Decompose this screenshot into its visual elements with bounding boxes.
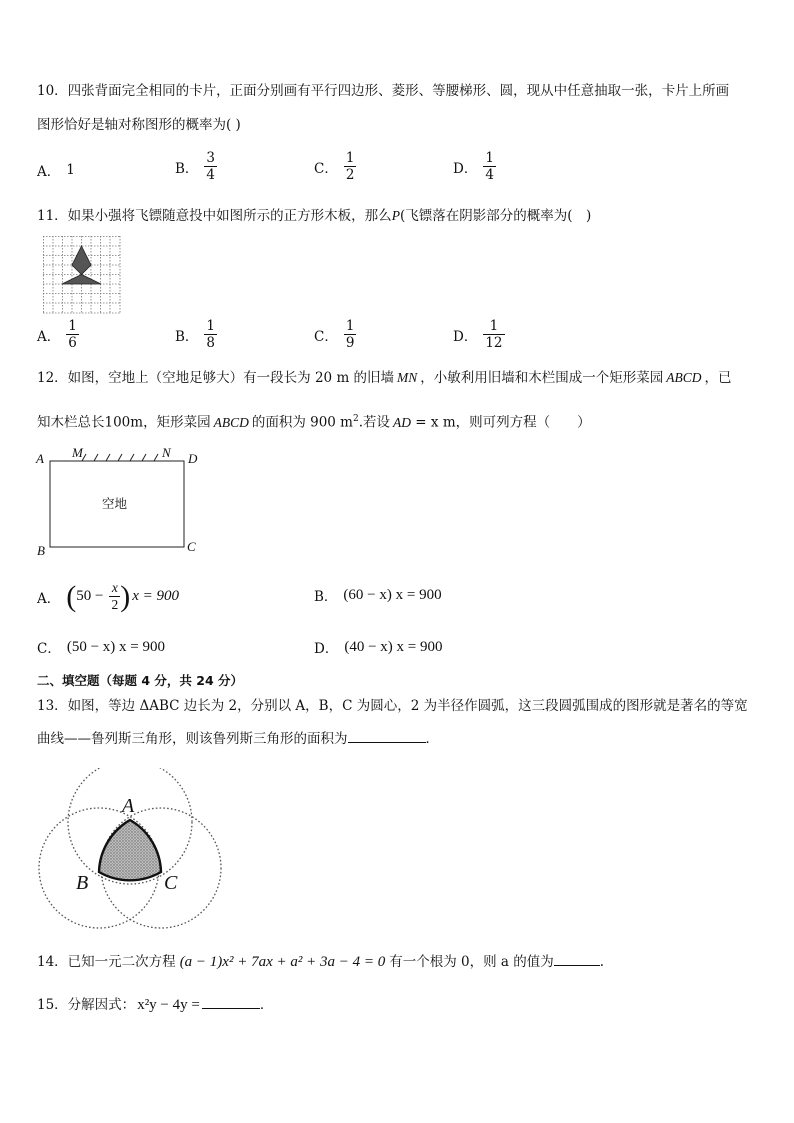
fraction xyxy=(483,150,496,183)
fraction xyxy=(204,318,217,351)
q12-text-b: ，小敏利用旧墙和木栏围成一个矩形菜园 xyxy=(420,370,664,386)
q12-text-c: ，已 xyxy=(704,370,732,386)
label-c: C xyxy=(187,539,196,554)
answer-blank[interactable] xyxy=(202,996,260,1009)
option-letter: A． xyxy=(37,590,61,607)
label-b: B xyxy=(76,872,89,894)
label-a: A xyxy=(36,451,44,466)
denominator: 8 xyxy=(206,335,216,351)
q12-superscript: 2 xyxy=(352,414,359,424)
q12-option-c[interactable] xyxy=(37,637,165,657)
numerator: 1 xyxy=(206,318,216,334)
numerator: 1 xyxy=(485,150,494,166)
expr-pre: 50 − xyxy=(76,588,104,604)
option-letter: A． xyxy=(37,164,61,180)
q12-line1 xyxy=(37,369,732,387)
fraction xyxy=(344,150,357,183)
numerator: 1 xyxy=(345,318,355,334)
option-letter: B． xyxy=(175,328,199,345)
label-d: D xyxy=(188,451,198,466)
q12-text: 12．如图，空地上（空地足够大）有一段长为 20 m 的旧墙 xyxy=(37,370,395,386)
q12-option-a[interactable]: A． ( 50 − $\frac{x}{2}$ ) x = 900 xyxy=(37,579,179,613)
q10-line2: 图形恰好是轴对称图形的概率为( ) xyxy=(37,117,241,133)
shaded-rhombus xyxy=(72,246,91,275)
fraction xyxy=(204,150,217,183)
expr: (40 − x) x = 900 xyxy=(344,638,443,655)
q15-end: ． xyxy=(259,997,274,1013)
expr-post: x = 900 xyxy=(132,588,179,604)
label-open-space: 空地 xyxy=(102,496,128,511)
q12-abcd: ABCD xyxy=(666,370,702,385)
denominator: 2 xyxy=(345,167,355,183)
q12-abcd-2: ABCD xyxy=(213,414,249,430)
label-n: N xyxy=(162,445,171,460)
answer-blank[interactable] xyxy=(554,953,600,966)
q14-text: 14．已知一元二次方程 xyxy=(37,954,176,970)
q13-line1: 13．如图，等边 ΔABC 边长为 2，分别以 A，B，C 为圆心，2 为半径作圆弧，这三段圆弧围成的图形就是著名的等宽 xyxy=(37,698,748,714)
option-letter: C． xyxy=(37,641,61,657)
fraction xyxy=(66,318,79,351)
q11-text-end: (飞镖落在阴影部分的概率为( ) xyxy=(399,208,592,224)
numerator: 1 xyxy=(68,318,77,334)
numerator: x xyxy=(111,580,118,595)
fraction xyxy=(344,318,357,351)
q11-p: P xyxy=(391,208,400,223)
q10-option-b[interactable] xyxy=(175,150,217,183)
q15-line xyxy=(37,996,273,1014)
q13-end: ． xyxy=(425,731,439,747)
q11-option-a[interactable] xyxy=(37,318,79,351)
label-a: A xyxy=(122,795,135,817)
q11-option-b[interactable] xyxy=(175,318,217,351)
numerator: 3 xyxy=(206,150,216,166)
denominator: 9 xyxy=(345,335,355,351)
label-m: M xyxy=(72,445,83,460)
expr: (50 − x) x = 900 xyxy=(66,638,166,655)
reuleaux-triangle-figure xyxy=(38,768,224,933)
dartboard-grid-figure xyxy=(43,236,121,314)
denominator: 2 xyxy=(111,597,119,612)
q14-text-b: 有一个根为 0，则 a 的值为 xyxy=(389,954,554,970)
option-letter: A． xyxy=(37,328,61,345)
q14-end: . xyxy=(599,954,605,970)
q12-mn: MN xyxy=(397,370,418,385)
option-value: 1 xyxy=(66,162,75,178)
fraction xyxy=(109,580,120,613)
numerator: 1 xyxy=(345,150,355,166)
denominator: 4 xyxy=(485,167,494,183)
q10-option-c[interactable] xyxy=(314,150,356,183)
q13-text: 曲线——鲁列斯三角形，则该鲁列斯三角形的面积为 xyxy=(37,731,348,747)
q10-option-d[interactable] xyxy=(453,150,496,183)
shaded-triangle xyxy=(62,275,101,285)
q12-text-e: 的面积为 900 m xyxy=(251,414,353,431)
q11-option-c[interactable] xyxy=(314,318,356,351)
reuleaux-shaded-region xyxy=(99,820,161,880)
rectangle-garden-figure xyxy=(36,444,216,559)
numerator: 1 xyxy=(489,318,499,334)
q15-text: 15．分解因式： xyxy=(37,997,136,1013)
q11-line1 xyxy=(37,207,591,225)
section-title: 二、填空题（每题 4 分，共 24 分） xyxy=(37,673,244,688)
q12-text-g: = x m，则可列方程（ ） xyxy=(411,414,591,431)
q13-line2 xyxy=(37,730,439,748)
q14-equation: (a − 1)x² + 7ax + a² + 3a − 4 = 0 xyxy=(179,954,386,970)
q11-option-d[interactable] xyxy=(453,318,505,351)
denominator: 12 xyxy=(485,335,503,351)
option-letter: C． xyxy=(314,328,338,345)
q12-text-d: 知木栏总长100m，矩形菜园 xyxy=(37,414,211,431)
option-letter: C． xyxy=(314,160,338,177)
fraction xyxy=(483,318,504,351)
denominator: 4 xyxy=(206,167,216,183)
option-letter: D． xyxy=(314,641,339,657)
q11-text: 11．如果小强将飞镖随意投中如图所示的正方形木板，那么 xyxy=(37,208,392,224)
option-letter: D． xyxy=(453,160,478,177)
q12-text-f: .若设 xyxy=(358,414,391,431)
option-letter: B． xyxy=(314,589,338,605)
option-letter: B． xyxy=(175,160,199,177)
q14-line xyxy=(37,953,604,971)
q12-line2 xyxy=(37,410,591,432)
label-b: B xyxy=(37,543,45,558)
q12-option-b[interactable] xyxy=(314,585,442,605)
q10-line1: 10．四张背面完全相同的卡片，正面分别画有平行四边形、菱形、等腰梯形、圆，现从中任意抽取一张，卡片上所画 xyxy=(37,83,730,99)
denominator: 6 xyxy=(68,335,77,351)
q15-expr: x²y − 4y = xyxy=(137,997,200,1013)
q12-option-d[interactable] xyxy=(314,637,443,657)
label-c: C xyxy=(164,872,178,894)
q12-ad: AD xyxy=(393,414,412,430)
q10-option-a[interactable] xyxy=(37,160,75,180)
answer-blank[interactable] xyxy=(348,730,426,743)
expr: (60 − x) x = 900 xyxy=(343,586,442,603)
option-letter: D． xyxy=(453,328,478,345)
